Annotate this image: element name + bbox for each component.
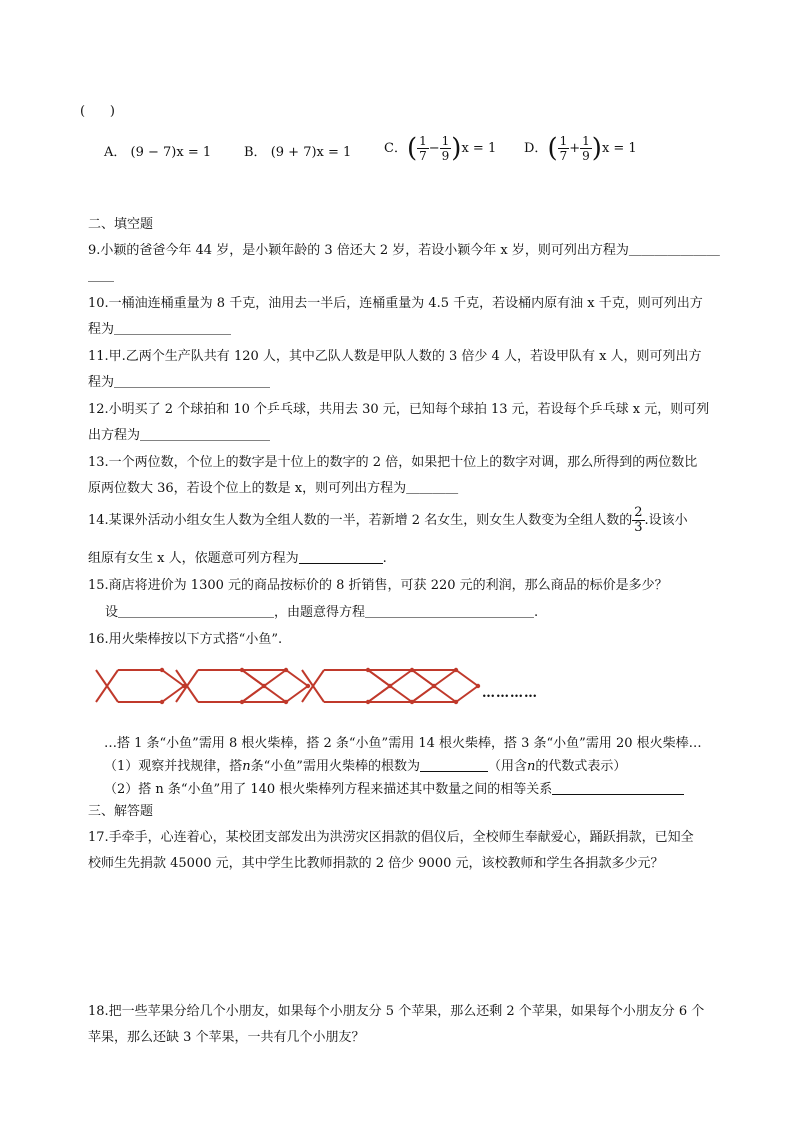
q16-sub1-d: 的代数式表示）: [535, 759, 627, 774]
q16-line1: 16.用火柴棒按以下方式搭“小鱼”.: [88, 632, 283, 647]
matchstick-head: [306, 684, 310, 688]
matchstick-head: [284, 668, 288, 672]
option-c-rparen: ): [451, 133, 462, 164]
option-a: [104, 144, 211, 162]
option-c: [384, 134, 496, 163]
option-d-frac2-num: 1: [582, 134, 590, 148]
option-a-letter: A．: [104, 145, 127, 160]
fish-svg: [92, 654, 532, 724]
section-title-fill-in: 二、填空题: [88, 217, 154, 232]
q15-line2: 设＿＿＿＿＿＿＿＿＿＿＿＿，由题意得方程＿＿＿＿＿＿＿＿＿＿＿＿＿.: [105, 605, 539, 620]
option-c-letter: C．: [384, 141, 407, 156]
option-c-frac1-den: 7: [419, 149, 427, 163]
q17-line2: 校师生先捐款 45000 元，其中学生比教师捐款的 2 倍少 9000 元，该校教师和学生各捐款多少元？: [88, 856, 664, 871]
q14-pre: 14.某课外活动小组女生人数为全组人数的一半，若新增 2 名女生，则女生人数变为全组人数的: [88, 513, 633, 528]
q14-answer-blank[interactable]: [299, 550, 383, 564]
option-d-op: +: [569, 141, 581, 156]
q13-line1: 13.一个两位数，个位上的数字是十位上的数字的 2 倍，如果把十位上的数字对调，那么所得到的两位数比: [88, 455, 698, 470]
q10-line1: 10.一桶油连桶重量为 8 千克，油用去一半后，连桶重量为 4.5 千克，若设桶内原有油 x 千克，则可列出方: [88, 296, 703, 311]
option-b: [244, 144, 351, 162]
q16-sub1-blank[interactable]: [420, 758, 488, 772]
q15-line1: 15.商店将进价为 1300 元的商品按标价的 8 折销售，可获 220 元的利润，那么商品的标价是多少？: [88, 578, 668, 593]
q9-line2: ＿＿: [88, 269, 115, 284]
option-d-lparen: (: [547, 133, 558, 164]
matchstick-head: [454, 700, 458, 704]
q12-line1: 12.小明买了 2 个球拍和 10 个乒乓球，共用去 30 元，已知每个球拍 13 元，若设每个乒乓球 x 元，则可列: [88, 402, 710, 417]
matchstick-fish-figure: [92, 654, 532, 724]
q16-sub1-b: 条“小鱼”需用火柴棒的根数为: [250, 759, 420, 774]
matchstick-head: [160, 668, 164, 672]
q14-frac-den: 3: [634, 520, 643, 535]
q16-sub1-var: n: [242, 759, 251, 774]
section-title-solve: 三、解答题: [88, 804, 154, 819]
q10-line2: 程为＿＿＿＿＿＿＿＿＿: [88, 322, 232, 337]
option-d-frac1-den: 7: [559, 149, 568, 163]
q17-line1: 17.手牵手，心连着心，某校团支部发出为洪涝灾区捐款的倡仪后，全校师生奉献爱心，踊跃捐款，已知全: [88, 830, 694, 845]
matchstick-head: [284, 700, 288, 704]
option-a-expr: (9 − 7)x = 1: [130, 145, 212, 160]
q18-line2: 苹果，那么还缺 3 个苹果，一共有几个小朋友？: [88, 1030, 365, 1045]
option-d-letter: D．: [524, 141, 548, 156]
option-d-frac2: [580, 134, 592, 163]
option-d-tail: x = 1: [601, 141, 637, 156]
option-c-frac2-num: 1: [441, 134, 450, 148]
q12-line2: 出方程为＿＿＿＿＿＿＿＿＿＿: [88, 428, 271, 443]
q16-sub1-a: （1）观察并找规律，搭: [104, 759, 243, 774]
matchstick-head: [432, 684, 436, 688]
matchstick: [456, 670, 478, 686]
option-c-frac2-den: 9: [441, 149, 450, 163]
q11-line1: 11.甲.乙两个生产队共有 120 人，其中乙队人数是甲队人数的 3 倍少 4 人，若设甲队有 x 人，则可列出方: [88, 349, 702, 364]
matchstick: [456, 686, 478, 702]
option-c-frac2: [440, 134, 452, 163]
option-c-frac1-num: 1: [419, 134, 427, 148]
option-c-lparen: (: [406, 133, 418, 164]
q16-sub2-text: （2）搭 n 条“小鱼”用了 140 根火柴棒列方程来描述其中数量之间的相等关系: [104, 782, 553, 797]
q11-line2: 程为＿＿＿＿＿＿＿＿＿＿＿＿: [88, 375, 271, 390]
q16-sub1-var2: n: [526, 759, 536, 774]
matchstick-head: [262, 684, 266, 688]
q16-sub2: [104, 781, 684, 799]
q14-line2-end: .: [382, 551, 387, 566]
matchstick-head: [454, 668, 458, 672]
option-d: [524, 134, 637, 163]
q16-sub1-c: （用含: [487, 759, 527, 774]
matchstick-head: [388, 684, 392, 688]
q14-post: .设该小: [644, 513, 688, 528]
option-c-frac1: [417, 134, 429, 163]
q18-line1: 18.把一些苹果分给几个小朋友，如果每个小朋友分 5 个苹果，那么还剩 2 个苹果，如果每个小朋友分 6 个: [88, 1004, 705, 1019]
answer-paren: ( ): [80, 104, 115, 119]
q16-line2: …搭 1 条“小鱼”需用 8 根火柴棒，搭 2 条“小鱼”需用 14 根火柴棒，搭 3 条“小鱼”需用 20 根火柴棒…: [104, 736, 702, 751]
q14-frac-num: 2: [634, 505, 643, 520]
matchstick-head: [476, 684, 480, 688]
q14-fraction: [632, 506, 644, 535]
option-c-tail: x = 1: [461, 141, 497, 156]
q16-sub1: [104, 758, 626, 776]
option-d-rparen: ): [591, 133, 602, 164]
matchstick-head: [160, 700, 164, 704]
q9-line1: 9.小颖的爸爸今年 44 岁，是小颖年龄的 3 倍还大 2 岁，若设小颖今年 x 岁，则可列出方程为＿＿＿＿＿＿＿: [88, 243, 720, 258]
option-d-frac1: [558, 134, 570, 163]
q14-line1: [88, 506, 688, 535]
option-b-expr: (9 + 7)x = 1: [270, 145, 352, 160]
option-d-frac1-num: 1: [559, 134, 568, 148]
option-c-op: −: [428, 141, 440, 156]
option-d-frac2-den: 9: [582, 149, 590, 163]
option-b-letter: B．: [244, 145, 267, 160]
q14-line2-text: 组原有女生 x 人，依题意可列方程为: [88, 551, 299, 566]
q14-line2: [88, 550, 387, 568]
q16-sub2-blank[interactable]: [552, 781, 684, 795]
q13-line2: 原两位数大 36，若设个位上的数是 x，则可列出方程为＿＿＿＿: [88, 481, 459, 496]
continuation-dots: …………: [482, 686, 538, 701]
